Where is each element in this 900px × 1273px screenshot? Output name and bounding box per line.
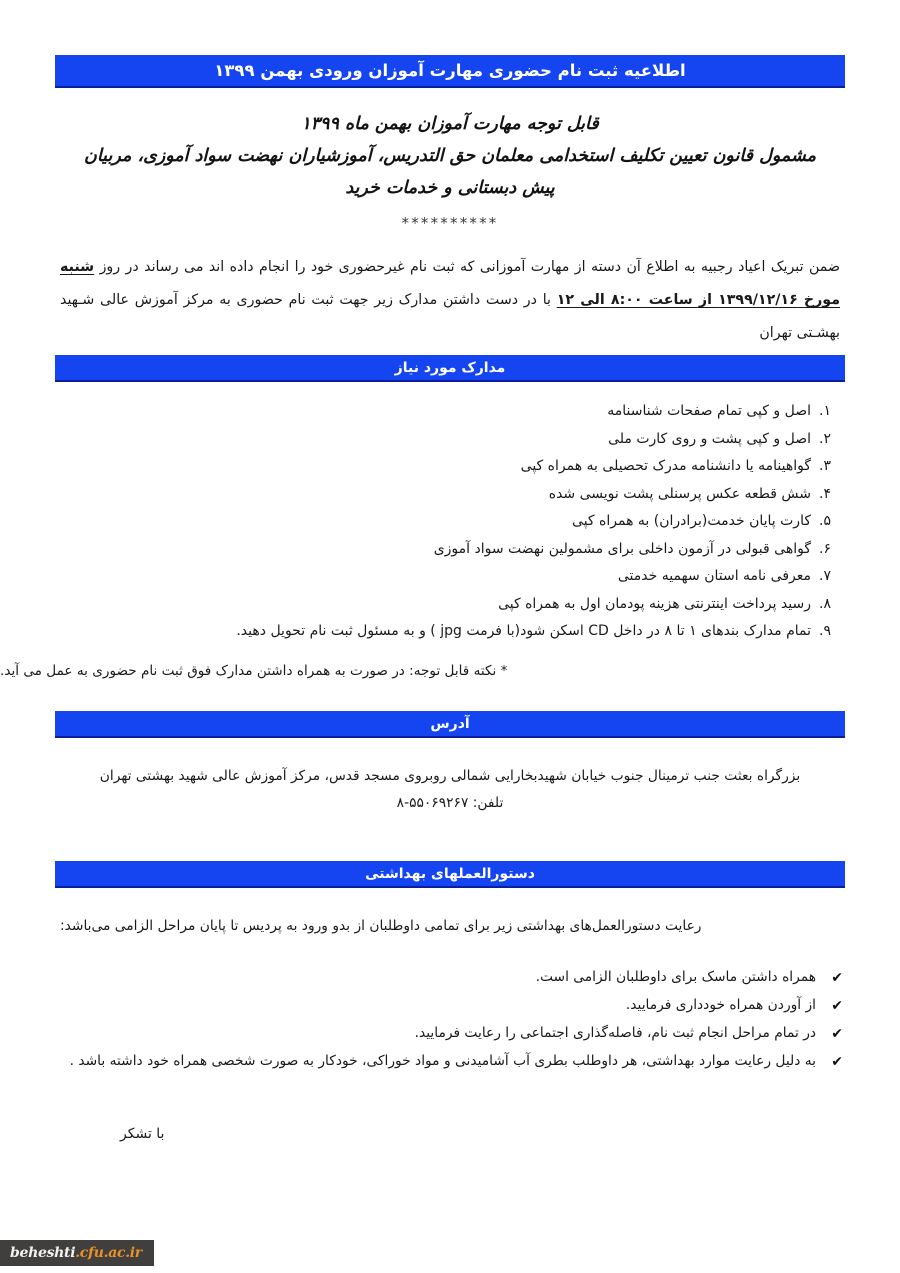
watermark-name: beheshti [10,1245,76,1261]
document-item-row [434,536,845,564]
documents-section-banner [55,355,845,382]
document-item-number: ۴. [819,485,831,502]
watermark-domain: .cfu.ac.ir [75,1245,142,1261]
subtitle-line-2: مشمول قانون تعیین تکلیف استخدامی معلمان حق التدریس، آموزشیاران نهضت سواد آموزی، مربیان [84,146,816,166]
document-item-text: رسید پرداخت اینترنتی هزینه پودمان اول به همراه کپی [498,595,811,612]
address-section-banner [55,711,845,738]
main-title-banner [55,55,845,88]
document-item [0,453,845,481]
health-guideline-text: در تمام مراحل انجام ثبت نام، فاصله‌گذاری اجتماعی را رعایت فرمایید. [414,1025,816,1041]
document-item-row [572,508,845,536]
health-section-banner [55,861,845,888]
subtitle-block [60,108,840,238]
health-guideline-text: همراه داشتن ماسک برای داوطلبان الزامی است. [535,969,816,985]
checkmark-icon: ✔ [831,998,843,1014]
health-guideline-item [0,991,843,1019]
document-item-number: ۸. [819,595,831,612]
health-intro-text [60,913,840,939]
checkmark-icon: ✔ [831,1026,843,1042]
closing-thanks: با تشکر [120,1126,165,1142]
intro-text-part-2: با در دست داشتن مدارک زیر جهت ثبت نام حضوری به مرکز آموزش عالی شـهید بهشـتی تهران [60,292,840,341]
document-item [0,508,845,536]
documents-note-text: * نکته قابل توجه: در صورت به همراه داشتن مدارک فوق ثبت نام حضوری به عمل می آید. [0,663,508,679]
document-item-text: اصل و کپی تمام صفحات شناسنامه [607,403,811,419]
health-guideline-text: به دلیل رعایت موارد بهداشتی، هر داوطلب بطری آب آشامیدنی و مواد خوراکی، خودکار به صورت شخصی همراه خود داشته باشد . [69,1053,816,1069]
watermark-text [10,1245,142,1261]
document-item [0,536,845,564]
document-item [0,481,845,509]
checkmark-icon: ✔ [831,1054,843,1070]
asterisk-separator: ********** [401,214,499,232]
document-item-text: گواهی قبولی در آزمون داخلی برای مشمولین نهضت سواد آموزی [433,540,811,557]
document-item-row [608,426,845,454]
document-item-text: اصل و کپی پشت و روی کارت ملی [608,430,811,447]
health-intro-sentence: رعایت دستورالعمل‌های بهداشتی زیر برای تمامی داوطلبان از بدو ورود به پردیس تا پایان مراحل الزامی می‌باشد: [60,918,702,934]
document-item-text: معرفی نامه استان سهمیه خدمتی [617,568,811,584]
health-guidelines-list [0,963,843,1075]
intro-date-emphasis: شنبه مورخ ۱۳۹۹/۱۲/۱۶ از ساعت ۸:۰۰ الی ۱۲ [60,259,840,308]
document-item-row [549,481,845,509]
required-documents-list [0,398,845,646]
subtitle-line-3: پیش دبستانی و خدمات خرید [345,178,555,198]
checkmark-icon: ✔ [831,970,843,986]
document-item-row [236,618,845,646]
document-item-row [498,591,845,619]
phone-line: تلفن: ۵۵۰۶۹۲۶۷-۸ [396,795,504,811]
health-guideline-text: از آوردن همراه خودداری فرمایید. [625,997,816,1013]
document-item-text: گواهینامه یا دانشنامه مدرک تحصیلی به همراه کپی [520,458,811,474]
document-item-number: ۳. [819,458,831,474]
document-item-number: ۷. [819,568,831,584]
document-item-text: شش قطعه عکس پرسنلی پشت نویسی شده [548,485,811,502]
health-guideline-item [0,963,843,991]
document-item-row [607,398,845,426]
document-item-text: تمام مدارک بندهای ۱ تا ۸ در داخل CD اسکن شود(با فرمت jpg ) و به مسئول ثبت نام تحویل دهید. [236,623,811,639]
intro-text-part-1: ضمن تبریک اعیاد رجبیه به اطلاع آن دسته از مهارت آموزانی که ثبت نام غیرحضوری خود را انجام داده اند می رساند در روز [94,259,840,275]
main-title-text: اطلاعیه ثبت نام حضوری مهارت آموزان ورودی بهمن ۱۳۹۹ [214,61,686,80]
health-guideline-item [0,1019,843,1047]
address-section-title: آدرس [430,715,470,732]
document-item-number: ۱. [819,403,831,419]
document-item-number: ۵. [819,513,831,529]
document-item [0,591,845,619]
document-item-number: ۹. [819,623,831,639]
health-section-title: دستورالعملهای بهداشتی [365,865,535,882]
documents-section-title: مدارک مورد نیاز [394,359,506,376]
site-watermark [0,1240,154,1266]
document-item [0,563,845,591]
document-item [0,618,845,646]
health-guideline-item [0,1047,843,1075]
document-item-text: کارت پایان خدمت(برادران) به همراه کپی [572,513,811,529]
document-item-row [521,453,845,481]
document-item [0,426,845,454]
document-item-row [618,563,845,591]
address-line: بزرگراه بعثت جنب ترمینال جنوب خیابان شهیدبخارایی شمالی روبروی مسجد قدس، مرکز آموزش عالی شهید بهشتی تهران [99,768,801,784]
document-item-number: ۲. [819,430,831,447]
address-block [60,763,840,817]
documents-note [0,663,828,679]
document-item-number: ۶. [819,540,831,557]
document-item [0,398,845,426]
subtitle-line-1: قابل توجه مهارت آموزان بهمن ماه ۱۳۹۹ [301,114,599,134]
